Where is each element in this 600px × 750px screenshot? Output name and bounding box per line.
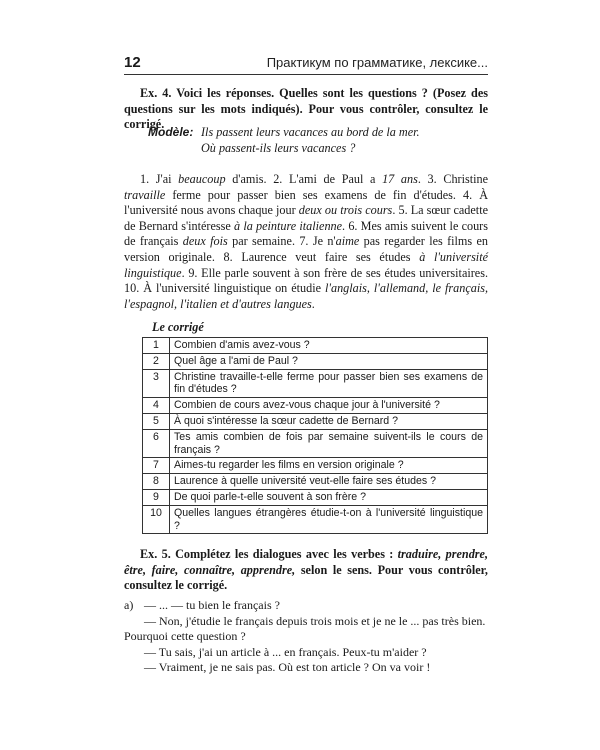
row-number: 3 — [143, 369, 170, 398]
running-title: Практикум по грамматике, лексике... — [266, 55, 488, 70]
dialog-line: — Non, j'étudie le français depuis trois mois et je ne le ... pas très bien. — [144, 613, 486, 628]
dialog-line: — Vraiment, je ne sais pas. Où est ton article ? On va voir ! — [144, 660, 431, 675]
row-answer: Quelles langues étrangères étudie-t-on à l'université linguistique ? — [170, 505, 488, 534]
ex4-text: . — [311, 296, 315, 311]
row-answer: Aimes-tu regarder les films en version originale ? — [170, 458, 488, 474]
ex4-instruction-line1: Ex. 4. Voici les réponses. Quelles sont les questions ? (Posez des questions — [124, 86, 488, 116]
table-row — [143, 474, 488, 490]
model-question: Où passent-ils leurs vacances ? — [201, 140, 356, 155]
ex4-text: . 3. Christine — [417, 172, 489, 186]
table-row — [143, 353, 488, 369]
model-label: Modèle: — [148, 125, 194, 139]
page-number: 12 — [124, 54, 141, 71]
row-number: 5 — [143, 413, 170, 429]
row-answer: De quoi parle-t-elle souvent à son frère ? — [170, 489, 488, 505]
row-number: 1 — [143, 338, 170, 354]
ex5-instruction — [124, 547, 488, 594]
row-number: 10 — [143, 505, 170, 534]
table-row — [143, 413, 488, 429]
ex4-highlight: 17 ans — [382, 172, 418, 186]
dialog-marker: a) — [124, 598, 134, 612]
row-answer: Combien de cours avez-vous chaque jour à l'université ? — [170, 398, 488, 414]
table-row — [143, 398, 488, 414]
ex4-highlight: l'anglais, l'allemand, le français, l'espagnol, l'italien et d'autres langues — [124, 281, 488, 311]
dialog-line: — Tu sais, j'ai un article à ... en français. Peux-tu m'aider ? — [144, 644, 427, 659]
model-example — [148, 125, 488, 161]
ex4-highlight: aime — [335, 234, 360, 249]
row-number: 6 — [143, 429, 170, 458]
ex4-highlight: à l'université linguistique — [124, 249, 488, 280]
ex4-highlight: travaille — [124, 187, 166, 202]
ex4-highlight: deux fois — [182, 234, 228, 249]
row-answer: Laurence à quelle université veut-elle faire ses études ? — [170, 474, 488, 490]
ex5-intro: Ex. 5. Complétez les dialogues avec les verbes : — [140, 547, 398, 561]
dialog-line: — ... — tu bien le français ? — [144, 598, 280, 612]
table-row — [143, 338, 488, 354]
row-number: 4 — [143, 398, 170, 414]
header-rule — [124, 74, 488, 75]
corrige-title: Le corrigé — [152, 320, 204, 334]
ex4-text: ferme pour passer bien ses examens de fin d'études. 4. À l'université nous avons chaque jour — [124, 187, 488, 218]
ex4-highlight: à la peinture italienne — [234, 218, 343, 233]
page-header — [124, 52, 488, 76]
ex4-text: . 9. Elle parle souvent à son frère de ses études universitaires. 10. À l'université linguistique on étudie — [124, 265, 488, 296]
ex4-highlight: deux ou trois cours — [298, 203, 393, 218]
table-row — [143, 489, 488, 505]
ex4-text: 2. L'ami de Paul a — [266, 172, 383, 186]
model-sentence: Ils passent leurs vacances au bord de la mer. — [201, 125, 420, 139]
ex4-instruction-line2: sur les mots indiqués). Pour vous contrôler, consultez le corrigé. — [124, 101, 488, 132]
dialog-a — [124, 598, 488, 680]
row-number: 7 — [143, 458, 170, 474]
ex4-text: pas regarder les films en version originale. 8. Laurence veut faire ses études — [124, 234, 489, 264]
row-answer: Quel âge a l'ami de Paul ? — [170, 353, 488, 369]
ex4-text: d'amis. — [225, 172, 267, 186]
ex4-text: 1. J'ai — [140, 172, 179, 186]
ex5-verbs: traduire, prendre, être, faire, connaître, apprendre, — [124, 547, 489, 577]
ex4-text: . 6. Mes amis suivent le cours de français — [124, 218, 488, 249]
table-row — [143, 369, 488, 398]
row-number: 2 — [143, 353, 170, 369]
dialog-line: Pourquoi cette question ? — [124, 629, 246, 644]
ex4-highlight: beaucoup — [178, 172, 226, 186]
row-answer: Christine travaille-t-elle ferme pour passer bien ses examens de fin d'études ? — [170, 369, 488, 398]
table-row — [143, 458, 488, 474]
ex4-sentences — [124, 172, 488, 312]
row-answer: À quoi s'intéresse la sœur cadette de Bernard ? — [170, 413, 488, 429]
row-number: 9 — [143, 489, 170, 505]
ex4-text: par semaine. 7. Je n' — [227, 234, 336, 249]
table-row — [143, 429, 488, 458]
ex4-text: . 5. La sœur cadette de Bernard s'intéresse — [124, 203, 488, 233]
table-row — [143, 505, 488, 534]
corrige-table — [142, 337, 488, 534]
row-answer: Combien d'amis avez-vous ? — [170, 338, 488, 354]
row-number: 8 — [143, 474, 170, 490]
ex5-outro: selon le sens. Pour vous contrôler, consultez le corrigé. — [124, 562, 488, 593]
row-answer: Tes amis combien de fois par semaine suivent-ils le cours de français ? — [170, 429, 488, 458]
